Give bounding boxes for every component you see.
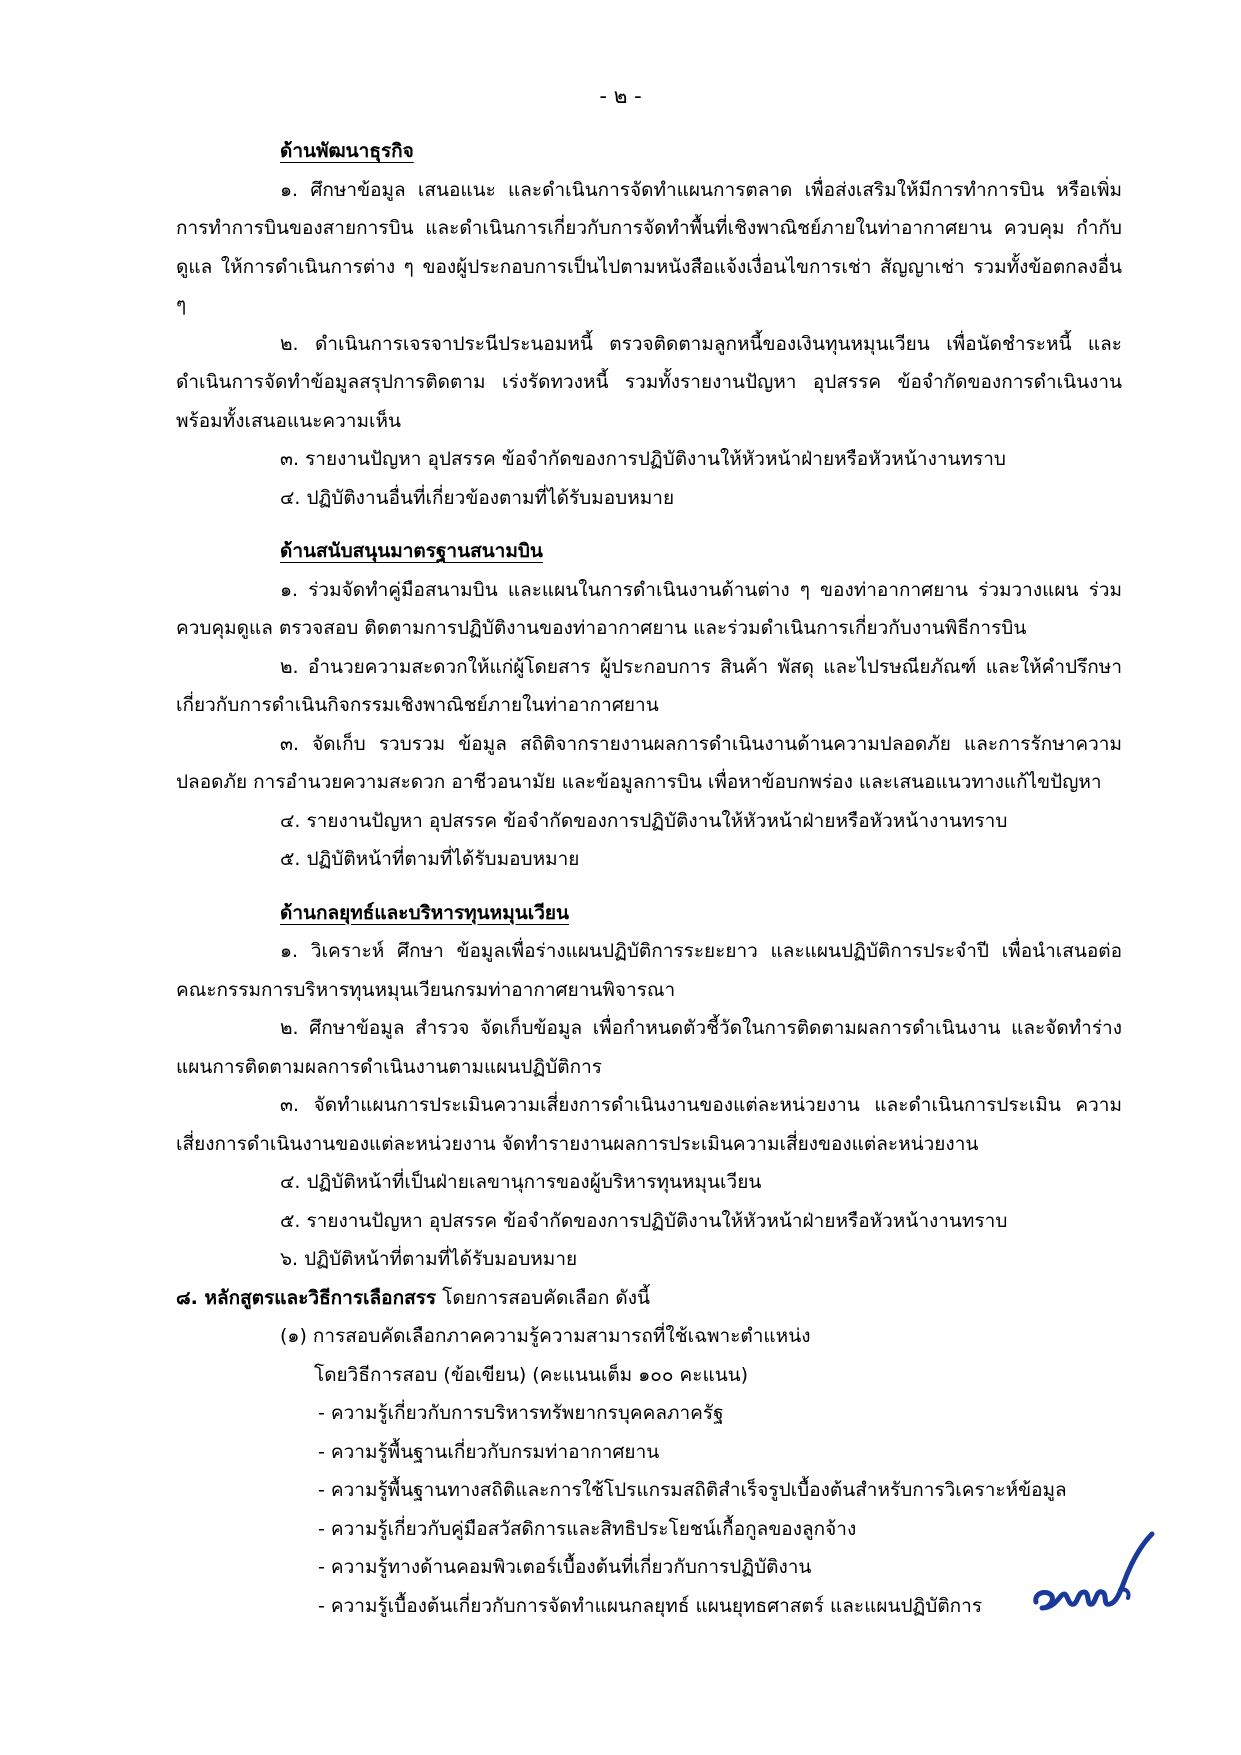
exam-topic: - ความรู้เกี่ยวกับคู่มือสวัสดิการและสิทธิประโยชน์เกื้อกูลของลูกจ้าง [318, 1517, 857, 1540]
selection-criteria-title-rest: โดยการสอบคัดเลือก ดังนี้ [436, 1286, 651, 1309]
list-item: ๕. ปฏิบัติหน้าที่ตามที่ได้รับมอบหมาย [280, 848, 580, 870]
list-item: ๓. จัดเก็บ รวบรวม ข้อมูล สถิติจากรายงานผลการดำเนินงานด้านความปลอดภัย และการรักษาความปลอดภัย การอำนวยความสะดวก อาชีวอนามัย และข้อมูลการบิน เพื่อหาข้อบกพร่อง และเสนอแนวทางแก้ไขปัญหา [176, 732, 1122, 793]
list-item: ๒. ดำเนินการเจรจาประนีประนอมหนี้ ตรวจติดตามลูกหนี้ของเงินทุนหมุนเวียน เพื่อนัดชำระหนี้ และดำเนินการจัดทำข้อมูลสรุปการติดตาม เร่งรัดทวงหนี้ รวมทั้งรายงานปัญหา อุปสรรค ข้อจำกัดของการดำเนินงาน พร้อมทั้งเสนอแนะความเห็น [176, 332, 1122, 432]
section-selection-criteria [176, 1279, 1122, 1626]
list-item: ๒. อำนวยความสะดวกให้แก่ผู้โดยสาร ผู้ประกอบการ สินค้า พัสดุ และไปรษณียภัณฑ์ และให้คำปรึกษา เกี่ยวกับการดำเนินกิจกรรมเชิงพาณิชย์ภายในท่าอากาศยาน [176, 655, 1122, 716]
list-item: ๕. รายงานปัญหา อุปสรรค ข้อจำกัดของการปฏิบัติงานให้หัวหน้าฝ่ายหรือหัวหน้างานทราบ [280, 1209, 1008, 1232]
exam-topic: - ความรู้เกี่ยวกับการบริหารทรัพยากรบุคคลภาครัฐ [318, 1402, 724, 1424]
signature-mark [1030, 1528, 1160, 1620]
list-item: ๓. จัดทำแผนการประเมินความเสี่ยงการดำเนินงานของแต่ละหน่วยงาน และดำเนินการประเมิน ความเสี่ยงการดำเนินงานของแต่ละหน่วยงาน จัดทำรายงานผลการประเมินความเสี่ยงของแต่ละหน่วยงาน [176, 1094, 1122, 1155]
page-number: - ๒ - [599, 84, 642, 108]
selection-criteria-title: ๘. หลักสูตรและวิธีการเลือกสรร [176, 1286, 437, 1309]
list-item: ๖. ปฏิบัติหน้าที่ตามที่ได้รับมอบหมาย [280, 1248, 578, 1270]
section-airport-standards [176, 532, 1122, 879]
document-body [176, 132, 1122, 1625]
exam-topic: - ความรู้เบื้องต้นเกี่ยวกับการจัดทำแผนกลยุทธ์ แผนยุทธศาสตร์ และแผนปฏิบัติการ [318, 1594, 983, 1617]
list-item: ๔. ปฏิบัติงานอื่นที่เกี่ยวข้องตามที่ได้รับมอบหมาย [280, 486, 675, 509]
list-item: ๔. ปฏิบัติหน้าที่เป็นฝ่ายเลขานุการของผู้บริหารทุนหมุนเวียน [280, 1171, 762, 1193]
section-spacer [176, 517, 1122, 532]
section-strategy-revolving-fund [176, 894, 1122, 1279]
section-heading: ด้านพัฒนาธุรกิจ [280, 140, 414, 162]
section-heading: ด้านกลยุทธ์และบริหารทุนหมุนเวียน [280, 901, 569, 924]
list-item: ๔. รายงานปัญหา อุปสรรค ข้อจำกัดของการปฏิบัติงานให้หัวหน้าฝ่ายหรือหัวหน้างานทราบ [280, 809, 1008, 832]
list-item: ๓. รายงานปัญหา อุปสรรค ข้อจำกัดของการปฏิบัติงานให้หัวหน้าฝ่ายหรือหัวหน้างานทราบ [280, 448, 1006, 470]
section-spacer [176, 879, 1122, 894]
exam-part-heading: (๑) การสอบคัดเลือกภาคความรู้ความสามารถที่ใช้เฉพาะตำแหน่ง [280, 1325, 811, 1347]
section-business-development [176, 132, 1122, 517]
exam-method: โดยวิธีการสอบ (ข้อเขียน) (คะแนนเต็ม ๑๐๐ คะแนน) [314, 1363, 749, 1386]
exam-topic: - ความรู้ทางด้านคอมพิวเตอร์เบื้องต้นที่เกี่ยวกับการปฏิบัติงาน [318, 1556, 812, 1578]
list-item: ๒. ศึกษาข้อมูล สำรวจ จัดเก็บข้อมูล เพื่อกำหนดตัวชี้วัดในการติดตามผลการดำเนินงาน และจัดทำร่างแผนการติดตามผลการดำเนินงานตามแผนปฏิบัติการ [176, 1017, 1122, 1078]
section-heading: ด้านสนับสนุนมาตรฐานสนามบิน [280, 540, 543, 562]
list-item: ๑. ศึกษาข้อมูล เสนอแนะ และดำเนินการจัดทำแผนการตลาด เพื่อส่งเสริมให้มีการทำการบิน หรือเพิ่มการทำการบินของสายการบิน และดำเนินการเกี่ยวกับการจัดทำพื้นที่เชิงพาณิชย์ภายในท่าอากาศยาน ควบคุม กำกับ ดูแล ให้การดำเนินการต่าง ๆ ของผู้ประกอบการเป็นไปตามหนังสือแจ้งเงื่อนไขการเช่า สัญญาเช่า รวมทั้งข้อตกลงอื่น ๆ [176, 178, 1122, 316]
list-item: ๑. วิเคราะห์ ศึกษา ข้อมูลเพื่อร่างแผนปฏิบัติการระยะยาว และแผนปฏิบัติการประจำปี เพื่อนำเสนอต่อคณะกรรมการบริหารทุนหมุนเวียนกรมท่าอากาศยานพิจารณา [176, 940, 1122, 1001]
list-item: ๑. ร่วมจัดทำคู่มือสนามบิน และแผนในการดำเนินงานด้านต่าง ๆ ของท่าอากาศยาน ร่วมวางแผน ร่วมควบคุมดูแล ตรวจสอบ ติดตามการปฏิบัติงานของท่าอากาศยาน และร่วมดำเนินการเกี่ยวกับงานพิธีการบิน [176, 578, 1122, 639]
selection-criteria-heading [176, 1279, 1122, 1318]
exam-topic: - ความรู้พื้นฐานเกี่ยวกับกรมท่าอากาศยาน [318, 1440, 660, 1463]
exam-topic: - ความรู้พื้นฐานทางสถิติและการใช้โปรแกรมสถิติสำเร็จรูปเบื้องต้นสำหรับการวิเคราะห์ข้อมูล [318, 1479, 1067, 1501]
